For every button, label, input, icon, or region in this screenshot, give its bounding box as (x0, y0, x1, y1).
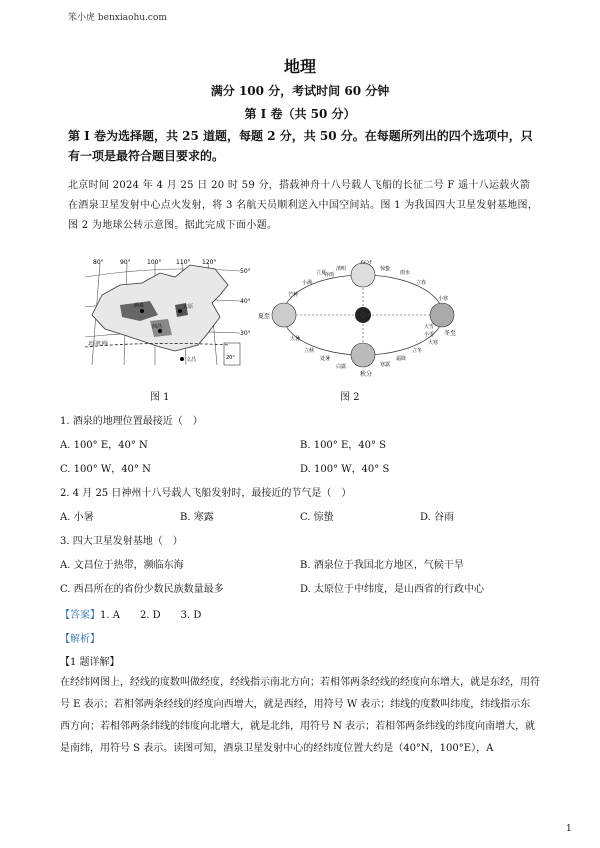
term-label: 处暑 (320, 356, 331, 362)
term-label: 春分 (360, 260, 373, 266)
site-label: 西昌 (152, 324, 163, 330)
term-label: 冬至 (444, 330, 457, 337)
term-label: 夏至 (258, 313, 271, 320)
figure-1-map (80, 255, 255, 375)
term-label: 芒种 (288, 292, 299, 298)
term-label: 惊蛰 (380, 266, 391, 272)
lon-label: 110° (176, 259, 191, 266)
q1-option-b: B. 100° E，40° S (300, 440, 387, 451)
term-label: 大雪 (424, 324, 435, 330)
term-label: 霜降 (396, 356, 407, 362)
q2-option-c: C. 惊蛰 (300, 512, 334, 523)
term-label: 立冬 (412, 348, 423, 354)
question-1-stem: 1. 酒泉的地理位置最接近（ ） (60, 416, 203, 427)
term-label: 立夏 (316, 270, 327, 276)
header-watermark: 笨小虎 benxiaohu.com (68, 13, 167, 23)
q1-option-c: C. 100° W，40° N (60, 464, 151, 475)
passage: 北京时间 2024 年 4 月 25 日 20 时 59 分，搭载神舟十八号载人飞船的长征二号 F 遥十八运载火箭在酒泉卫星发射中心点火发射，将 3 名航天员顺利送入中国空间站。图 1 为我国四大卫星发射基地图，图 2 为地球公转示意图。据此完成下面小题。 (68, 180, 539, 231)
q2-option-b: B. 寒露 (180, 512, 214, 523)
term-label: 小寒 (438, 296, 449, 302)
q3-option-a: A. 文昌位于热带，濒临东海 (60, 560, 184, 571)
page-title: 地理 (283, 57, 316, 76)
term-label: 小雪 (424, 332, 435, 338)
question-2-stem: 2. 4 月 25 日神州十八号载人飞船发射时，最接近的节气是（ ） (60, 488, 352, 499)
q1-option-a: A. 100° E，40° N (60, 440, 148, 451)
lat-label: 30° (240, 330, 251, 337)
figure-1-caption: 图 1 (150, 392, 170, 403)
term-label: 立春 (416, 280, 427, 286)
tropic-label: 北回归线 (88, 341, 109, 347)
lon-label: 80° (93, 259, 104, 266)
inset-label: 20° (226, 355, 235, 361)
term-label: 谷雨 (324, 272, 335, 278)
lon-label: 120° (202, 259, 217, 266)
term-label: 寒露 (380, 362, 391, 368)
lon-label: 90° (120, 259, 131, 266)
term-label: 小满 (302, 280, 313, 286)
term-label: 雨水 (400, 270, 411, 276)
q2-option-d: D. 谷雨 (420, 512, 455, 523)
lon-label: 100° (147, 259, 162, 266)
term-label: 立秋 (304, 348, 315, 354)
figure-2-orbit (258, 260, 458, 380)
detail-tag: 【1 题详解】 (60, 657, 120, 668)
term-label: 白露 (336, 364, 347, 370)
term-label: 大寒 (428, 340, 439, 346)
term-label: 大暑 (290, 336, 301, 342)
q3-option-b: B. 酒泉位于我国北方地区，气候干旱 (300, 560, 464, 571)
q3-option-c: C. 西昌所在的省份少数民族数量最多 (60, 584, 224, 595)
site-label: 酒泉 (134, 303, 145, 309)
question-3-stem: 3. 四大卫星发射基地（ ） (60, 536, 183, 547)
site-label: 太原 (183, 304, 194, 310)
lat-label: 50° (240, 268, 251, 275)
analysis-tag: 【解析】 (60, 634, 100, 645)
answer-text: 1. A 2. D 3. D (100, 610, 202, 621)
term-label: 清明 (336, 266, 347, 272)
answer-line (60, 606, 201, 621)
page-number: 1 (566, 824, 572, 834)
instructions: 第 I 卷为选择题，共 25 道题，每题 2 分，共 50 分。在每题所列出的四个选项中，只有一项是最符合题目要求的。 (68, 129, 533, 163)
q2-option-a: A. 小暑 (60, 512, 94, 523)
answer-tag: 【答案】 (60, 610, 100, 621)
q3-option-d: D. 太原位于中纬度，是山西省的行政中心 (300, 584, 485, 595)
site-label: 文昌 (186, 357, 197, 363)
term-label: 秋分 (360, 371, 373, 378)
lat-label: 40° (240, 298, 251, 305)
section-title: 第 I 卷（共 50 分） (244, 107, 356, 121)
exam-subtitle: 满分 100 分，考试时间 60 分钟 (210, 84, 390, 98)
explanation: 在经纬网图上，经线的度数叫做经度，经线指示南北方向；若相邻两条经线的经度向东增大，就是东经，用符号 E 表示；若相邻两条经线的经度向西增大，就是西经，用符号 W 表示；纬线的度数叫纬度，纬线指示东西方向；若相邻两条纬线的纬度向北增大，就是北纬，用符号 N 表示；若相邻两条纬线的纬度向南增大，就是南纬，用符号 S 表示。读图可知，酒泉卫星发射中心的经纬度位置大约是（40°N，100°E），A (60, 677, 540, 754)
q1-option-d: D. 100° W，40° S (300, 464, 390, 475)
figure-2-caption: 图 2 (340, 392, 360, 403)
